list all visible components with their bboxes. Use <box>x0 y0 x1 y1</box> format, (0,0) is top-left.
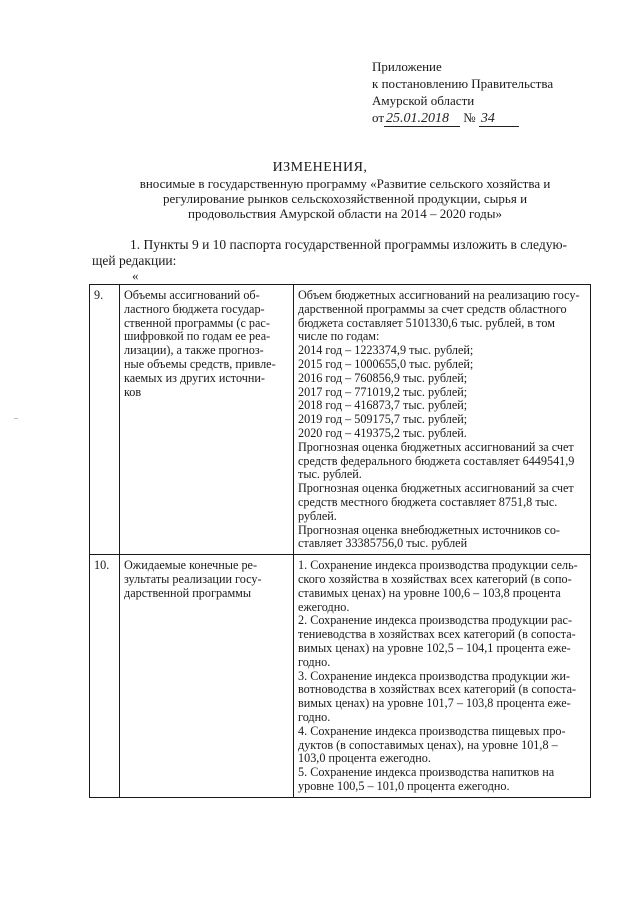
appendix-decree-line: к постановлению Правительства <box>372 76 554 91</box>
item-value-line: 103,0 процента ежегодно. <box>298 751 431 766</box>
item-value-line: дуктов (в сопоставимых ценах), на уровне 101,8 – <box>298 737 558 752</box>
item-value-line: вимых ценах) на уровне 102,5 – 104,1 процента еже- <box>298 640 571 655</box>
item-value-line: 3. Сохранение индекса производства продукции жи- <box>298 668 571 683</box>
item-value-line: ставляет 33385756,0 тыс. рублей <box>298 536 468 551</box>
item-value-line: вотноводства в хозяйствах всех категорий (в сопоста- <box>298 682 577 697</box>
item-name-line: Ожидаемые конечные ре- <box>124 558 258 573</box>
appendix-date-number-line <box>372 109 553 127</box>
intro-line: щей редакции: <box>92 253 177 268</box>
scan-artifact <box>14 418 18 422</box>
intro-paragraph <box>92 237 602 269</box>
table-row <box>90 555 591 798</box>
item-value-line: тыс. рублей. <box>298 467 362 482</box>
item-value-line: ставимых ценах) на уровне 100,6 – 103,8 процента <box>298 585 561 600</box>
item-value-line: годно. <box>298 709 331 724</box>
row-number: 9. <box>90 285 120 555</box>
item-value-line: 2020 год – 419375,2 тыс. рублей. <box>298 425 467 440</box>
item-value-line: дарственной программы за счет средств областного <box>298 301 567 316</box>
subtitle-line: вносимые в государственную программу «Развитие сельского хозяйства и <box>139 176 551 191</box>
item-value-line: годно. <box>298 654 331 669</box>
subtitle-line: регулирование рынков сельскохозяйственной продукции, сырья и <box>162 191 528 206</box>
item-value-line: 5. Сохранение индекса производства напитков на <box>298 765 555 780</box>
row-number: 10. <box>90 555 120 798</box>
item-value-line: рублей. <box>298 508 337 523</box>
decree-date: 25.01.2018 <box>384 112 460 127</box>
item-value-line: ежегодно. <box>298 599 350 614</box>
item-value-line: средств местного бюджета составляет 8751,8 тыс. <box>298 494 558 509</box>
item-value-line: 2. Сохранение индекса производства продукции рас- <box>298 613 573 628</box>
document-title: ИЗМЕНЕНИЯ, <box>272 160 368 175</box>
item-value-line: ского хозяйства в хозяйствах всех категорий (в сопо- <box>298 571 572 586</box>
item-name-line: каемых из других источни- <box>124 370 265 385</box>
number-prefix: № <box>463 110 476 125</box>
passport-table <box>89 284 591 798</box>
item-name-line: ластного бюджета государ- <box>124 301 265 316</box>
item-value-line: 2018 год – 416873,7 тыс. рублей; <box>298 398 468 413</box>
row-item-name <box>120 285 294 555</box>
document-subtitle <box>110 176 580 221</box>
item-value-line: Прогнозная оценка внебюджетных источников со- <box>298 522 560 537</box>
row-item-name <box>120 555 294 798</box>
appendix-block <box>372 58 553 127</box>
item-value-line: 1. Сохранение индекса производства продукции сель- <box>298 558 578 573</box>
item-value-line: 2017 год – 771019,2 тыс. рублей; <box>298 384 468 399</box>
row-item-value <box>294 285 591 555</box>
item-value-line: 2015 год – 1000655,0 тыс. рублей; <box>298 356 474 371</box>
item-value-line: Прогнозная оценка бюджетных ассигнований за счет <box>298 481 574 496</box>
item-name-line: шифровкой по годам ее реа- <box>124 329 271 344</box>
row-item-value <box>294 555 591 798</box>
item-value-line: Прогнозная оценка бюджетных ассигнований за счет <box>298 439 574 454</box>
appendix-region-line: Амурской области <box>372 93 475 108</box>
passport-table-body <box>90 285 591 798</box>
item-name-line: зультаты реализации госу- <box>124 571 262 586</box>
item-value-line: средств федерального бюджета составляет 6449541,9 <box>298 453 575 468</box>
item-name-line: ные объемы средств, привле- <box>124 356 276 371</box>
item-name-line: лизации), а также прогноз- <box>124 343 264 358</box>
decree-number: 34 <box>479 112 519 127</box>
item-value-line: бюджета составляет 5101330,6 тыс. рублей, в том <box>298 315 555 330</box>
opening-quote: « <box>132 268 139 283</box>
item-value-line: Объем бюджетных ассигнований на реализацию госу- <box>298 288 580 302</box>
item-name-line: Объемы ассигнований об- <box>124 288 260 302</box>
item-value-line: числе по годам: <box>298 329 380 344</box>
intro-line: 1. Пункты 9 и 10 паспорта государственной программы изложить в следую- <box>130 237 568 252</box>
date-prefix: от <box>372 110 385 125</box>
item-value-line: тениеводства в хозяйствах всех категорий (в сопоста- <box>298 627 576 642</box>
item-name-line: дарственной программы <box>124 585 252 600</box>
table-row <box>90 285 591 555</box>
item-value-line: уровне 100,5 – 101,0 процента ежегодно. <box>298 778 510 793</box>
item-name-line: ственной программы (с рас- <box>124 315 270 330</box>
item-value-line: 2019 год – 509175,7 тыс. рублей; <box>298 412 468 427</box>
item-value-line: 4. Сохранение индекса производства пищевых про- <box>298 723 566 738</box>
item-value-line: 2014 год – 1223374,9 тыс. рублей; <box>298 343 474 358</box>
item-value-line: 2016 год – 760856,9 тыс. рублей; <box>298 370 468 385</box>
subtitle-line: продовольствия Амурской области на 2014 – 2020 годы» <box>188 206 502 221</box>
item-value-line: вимых ценах) на уровне 101,7 – 103,8 процента еже- <box>298 696 571 711</box>
appendix-label: Приложение <box>372 59 442 74</box>
item-name-line: ков <box>124 384 142 399</box>
